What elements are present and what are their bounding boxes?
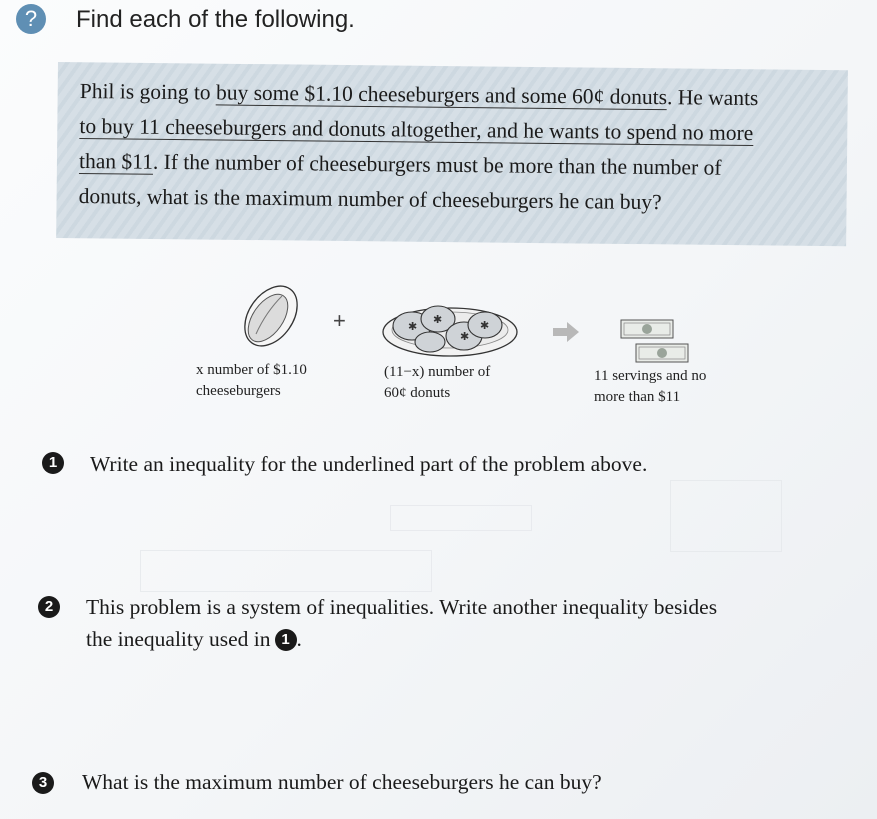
problem-part: . If the number of cheeseburgers must be more than the number of <box>152 149 722 180</box>
underlined-phrase-2: to buy 11 cheeseburgers and donuts altogether, and he wants to spend no more <box>79 113 754 146</box>
bleed-through-box <box>390 505 532 531</box>
cheeseburger-illustration <box>238 282 304 354</box>
problem-part: donuts, what is the maximum number of cheeseburgers he can buy? <box>78 183 662 215</box>
question-1-reference: 1 <box>275 629 297 651</box>
dollar-bills-icon <box>620 318 690 364</box>
donuts-illustration <box>380 300 520 360</box>
caption-line: more than $11 <box>594 389 681 405</box>
caption-line: 60¢ donuts <box>384 385 451 401</box>
svg-text:✱: ✱ <box>460 331 470 343</box>
underlined-phrase-3: than $11 <box>78 148 154 174</box>
underlined-phrase-1: buy some $1.10 cheeseburgers and some 60¢ donuts <box>215 80 668 110</box>
instruction-heading: Find each of the following. <box>76 6 355 33</box>
question-2-text <box>86 591 717 655</box>
question-2-line-2: the inequality used in <box>86 627 271 651</box>
caption-line: x number of $1.10 <box>196 362 307 378</box>
result-caption <box>594 366 706 408</box>
svg-text:✱: ✱ <box>433 314 443 326</box>
problem-part: Phil is going to <box>79 78 217 105</box>
question-2-line-1: This problem is a system of inequalities. Write another inequality besides <box>86 595 718 619</box>
bleed-through-box <box>670 480 782 552</box>
question-2-period: . <box>296 627 302 651</box>
question-3-text: What is the maximum number of cheeseburgers he can buy? <box>82 770 602 794</box>
problem-text <box>79 74 825 222</box>
question-2-number: 2 <box>38 596 60 618</box>
arrow-right-icon <box>553 322 579 342</box>
svg-text:✱: ✱ <box>408 321 418 333</box>
plus-sign: + <box>333 308 346 333</box>
question-1-text: Write an inequality for the underlined part of the problem above. <box>90 452 648 476</box>
question-3-number: 3 <box>32 772 54 794</box>
svg-text:✱: ✱ <box>480 320 490 332</box>
donut-caption <box>384 362 490 404</box>
problem-part: . He wants <box>666 85 759 111</box>
caption-line: (11−x) number of <box>384 364 491 380</box>
caption-line: 11 servings and no <box>594 368 707 384</box>
burger-caption <box>196 360 307 402</box>
bleed-through-box <box>140 550 432 592</box>
question-1-number: 1 <box>42 452 64 474</box>
question-mark-icon: ? <box>16 4 46 34</box>
caption-line: cheeseburgers <box>196 383 281 399</box>
